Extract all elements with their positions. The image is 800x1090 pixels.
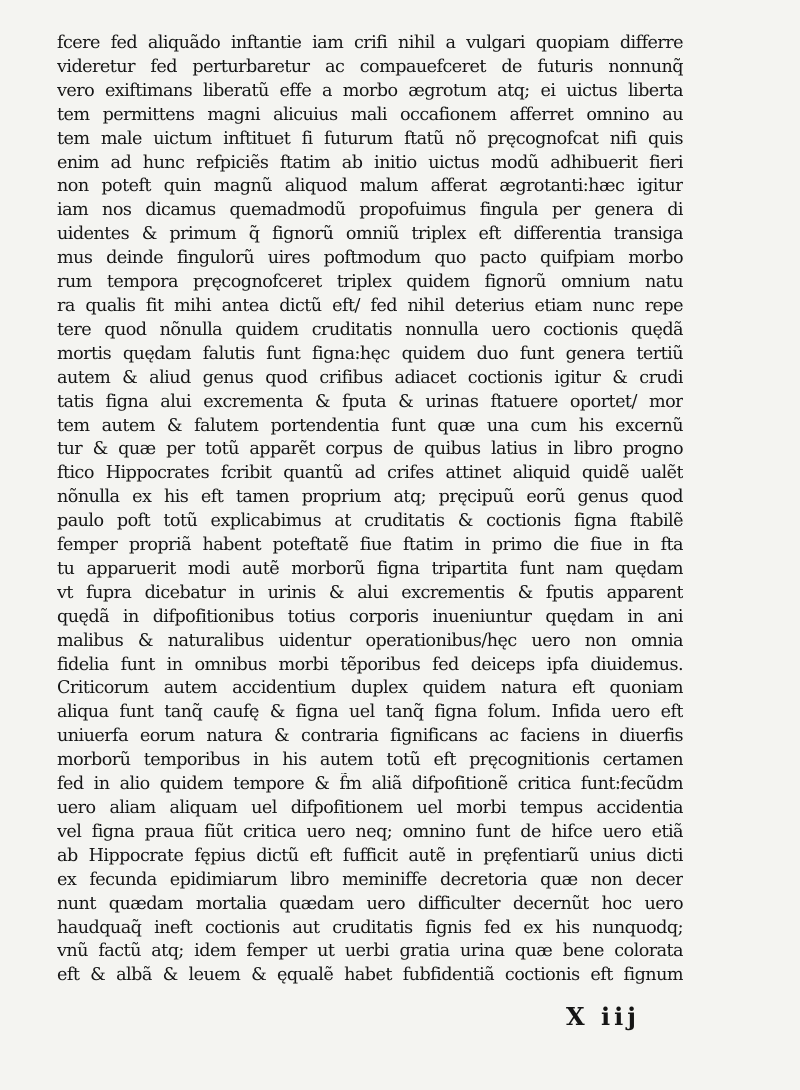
- text-line: uero aliam aliquam uel difpofitionem uel morbi tempus accidentia: [57, 798, 683, 818]
- text-line: nõnulla ex his eft tamen proprium atq; pręcipuũ eorũ genus quod: [57, 487, 683, 508]
- text-line: fed in alio quidem tempore & f̃m aliã difpofitionẽ critica funt:fecũdm: [57, 774, 683, 795]
- text-line: tur & quæ per totũ apparẽt corpus de quibus latius in libro progno: [57, 439, 683, 460]
- text-line: tem permittens magni alicuius mali occafionem afferret omnino au: [57, 104, 683, 125]
- text-line: paulo poft totũ explicabimus at cruditatis & coctionis figna ftabilẽ: [57, 511, 683, 532]
- text-line: vero exiftimans liberatũ effe a morbo ægrotum atq; ei uictus liberta: [57, 80, 683, 101]
- signature-mark: X iij: [566, 1002, 640, 1031]
- text-line: vt fupra dicebatur in urinis & alui excrementis & fputis apparent: [57, 582, 683, 603]
- text-line: vel figna praua fiũt critica uero neq; omnino funt de hifce uero etiã: [57, 821, 683, 842]
- text-line: uniuerfa eorum natura & contraria fignificans ac faciens in diuerfis: [57, 726, 683, 747]
- text-line: Criticorum autem accidentium duplex quidem natura eft quoniam: [57, 678, 683, 699]
- text-line: morborũ temporibus in his autem totũ eft pręcognitionis certamen: [57, 750, 683, 771]
- text-line: mus deinde fingulorũ uires poftmodum quo pacto quifpiam morbo: [57, 248, 683, 269]
- text-line: tatis figna alui excrementa & fputa & urinas ftatuere oportet/ mor: [57, 391, 683, 412]
- text-line: nunt quædam mortalia quædam uero difficulter decernũt hoc uero: [57, 893, 683, 914]
- text-line: femper propriã habent poteftatẽ fiue ftatim in primo die fiue in fta: [57, 535, 683, 556]
- text-line: aliqua funt tanq̃ caufę & figna uel tanq̃ figna folum. Infida uero eft: [57, 702, 683, 723]
- text-line: autem & aliud genus quod crifibus adiacet coctionis igitur & crudi: [57, 367, 683, 388]
- text-line: videretur fed perturbaretur ac compauefceret de futuris nonnunq̃: [57, 56, 683, 77]
- text-line: eft & albã & leuem & ęqualẽ habet fubfidentiã coctionis eft fignum: [57, 965, 683, 986]
- body-text: [57, 32, 683, 988]
- text-line: ex fecunda epidimiarum libro meminiffe decretoria quæ non decer: [57, 869, 683, 890]
- text-line: rum tempora pręcognofceret triplex quidem fignorũ omnium natu: [57, 272, 683, 293]
- text-line: tem autem & falutem portendentia funt quæ una cum his excernũ: [57, 415, 683, 436]
- text-line: tere quod nõnulla quidem cruditatis nonnulla uero coctionis quędã: [57, 319, 683, 340]
- text-line: non poteft quin magnũ aliquod malum afferat ægrotanti:hæc igitur: [57, 176, 683, 197]
- text-line: uidentes & primum q̃ fignorũ omniũ triplex eft differentia transiga: [57, 224, 683, 245]
- text-line: haudquaq̃ ineft coctionis aut cruditatis fignis fed ex his nunquodq;: [57, 917, 683, 938]
- text-line: vnũ factũ atq; idem femper ut uerbi gratia urina quæ bene colorata: [57, 941, 683, 962]
- text-line: tem male uictum inftituet fi futurum ftatũ nõ pręcognofcat nifi quis: [57, 128, 683, 149]
- text-line: mortis quędam falutis funt figna:hęc quidem duo funt genera tertiũ: [57, 343, 683, 364]
- text-line: ftico Hippocrates fcribit quantũ ad crifes attinet aliquid quidẽ ualẽt: [57, 463, 683, 484]
- text-line: iam nos dicamus quemadmodũ propofuimus fingula per genera di: [57, 200, 683, 221]
- text-line: enim ad hunc refpiciẽs ftatim ab initio uictus modũ adhibuerit fieri: [57, 152, 683, 173]
- text-line: fidelia funt in omnibus morbi tẽporibus fed deiceps ipfa diuidemus.: [57, 654, 683, 675]
- text-line: malibus & naturalibus uidentur operationibus/hęc uero non omnia: [57, 630, 683, 651]
- text-line: quędã in difpofitionibus totius corporis inueniuntur quędam in ani: [57, 606, 683, 627]
- text-line: fcere fed aliquãdo inftantie iam crifi nihil a vulgari quopiam differre: [57, 33, 683, 53]
- text-line: ra qualis fit mihi antea dictũ eft/ fed nihil deterius etiam nunc repe: [57, 295, 683, 316]
- text-line: tu apparuerit modi autẽ morborũ figna tripartita funt nam quędam: [57, 558, 683, 579]
- text-line: ab Hippocrate fępius dictũ eft fufficit autẽ in pręfentiarũ unius dicti: [57, 845, 683, 866]
